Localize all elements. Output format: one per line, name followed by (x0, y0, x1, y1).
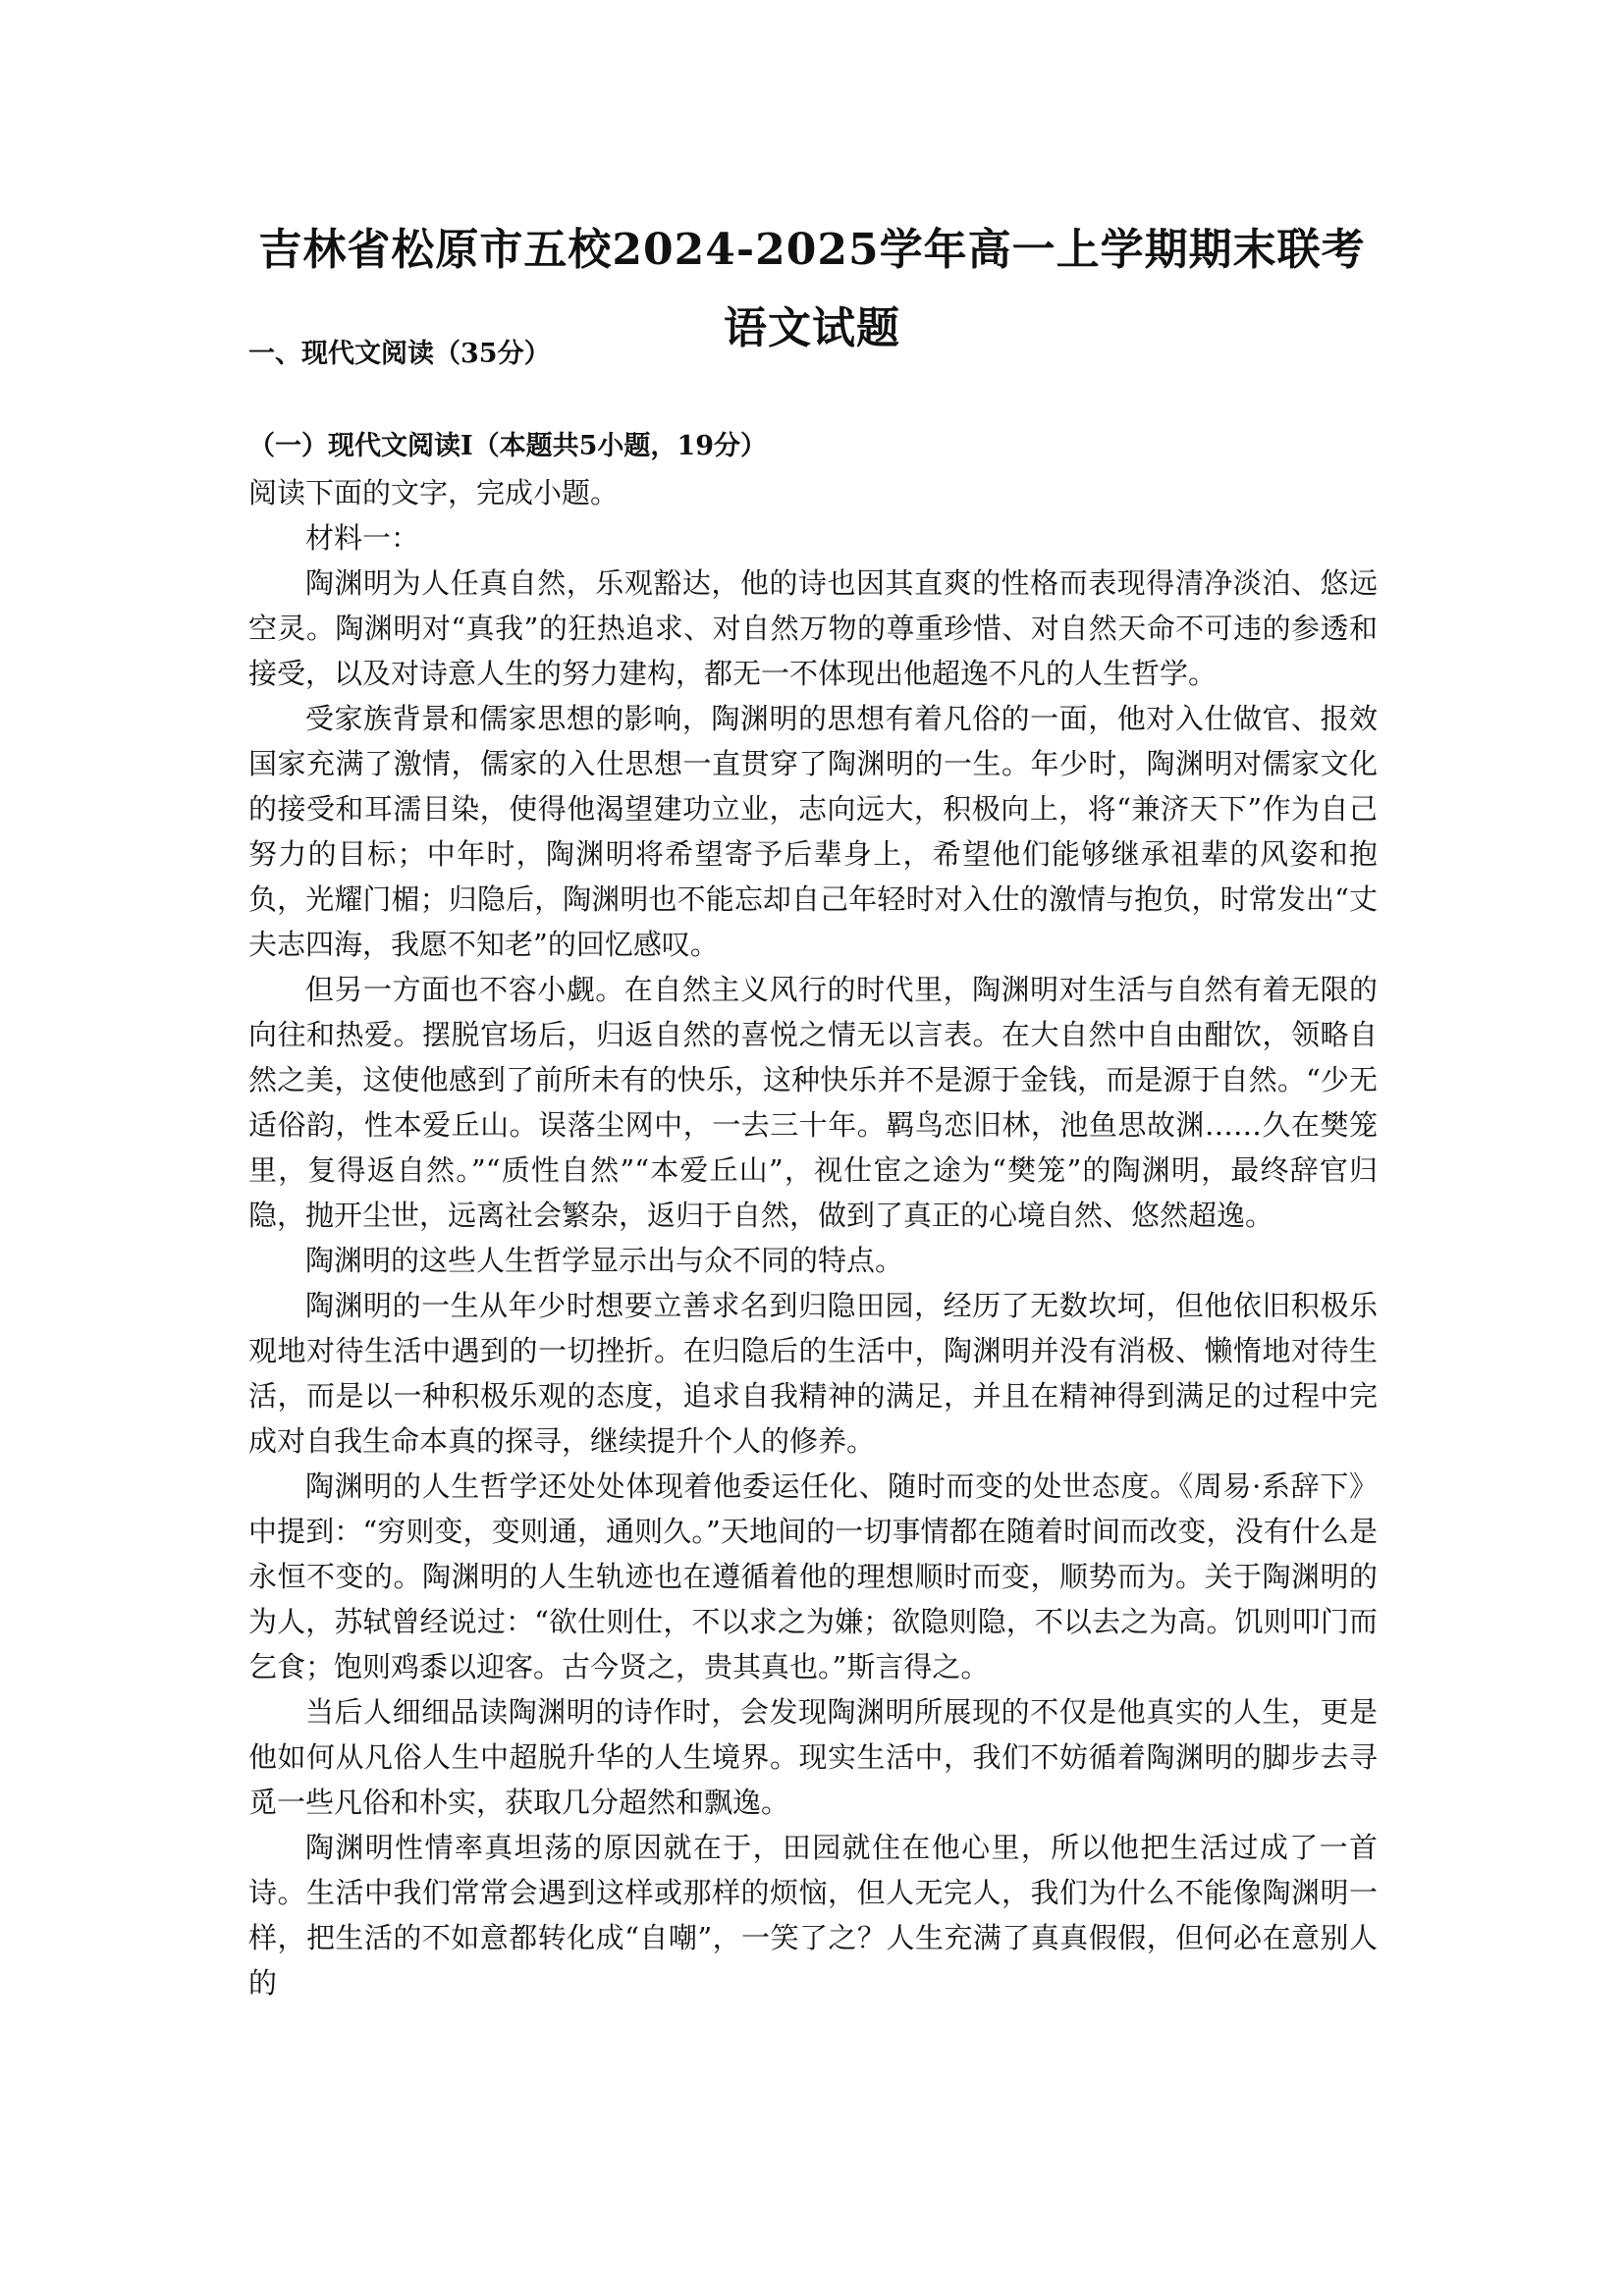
material-label: 材料一： (305, 521, 420, 555)
reading-passage (248, 470, 1378, 2005)
passage-paragraph: 陶渊明为人任真自然，乐观豁达，他的诗也因其直爽的性格而表现得清净淡泊、悠远空灵。陶渊明对“真我”的狂热追求、对自然万物的尊重珍惜、对自然天命不可违的参透和接受，以及对诗意人生的努力建构，都无一不体现出他超逸不凡的人生哲学。 (248, 566, 1378, 690)
instruction-text: 阅读下面的文字，完成小题。 (248, 476, 620, 509)
passage-paragraph: 受家族背景和儒家思想的影响，陶渊明的思想有着凡俗的一面，他对入仕做官、报效国家充满了激情，儒家的入仕思想一直贯穿了陶渊明的一生。年少时，陶渊明对儒家文化的接受和耳濡目染，使得他渴望建功立业，志向远大，积极向上，将“兼济天下”作为自己努力的目标；中年时，陶渊明将希望寄予后辈身上，希望他们能够继承祖辈的风姿和抱负，光耀门楣；归隐后，陶渊明也不能忘却自己年轻时对入仕的激情与抱负，时常发出“丈夫志四海，我愿不知老”的回忆感叹。 (248, 702, 1378, 961)
exam-title: 吉林省松原市五校2024-2025学年高一上学期期末联考 (258, 225, 1366, 275)
subsection-heading: （一）现代文阅读Ⅰ（本题共5小题，19分） (248, 431, 767, 461)
section-heading: 一、现代文阅读（35分） (248, 339, 551, 369)
passage-paragraph: 当后人细细品读陶渊明的诗作时，会发现陶渊明所展现的不仅是他真实的人生，更是他如何从凡俗人生中超脱升华的人生境界。现实生活中，我们不妨循着陶渊明的脚步去寻觅一些凡俗和朴实，获取几分超然和飘逸。 (248, 1695, 1378, 1819)
passage-paragraph: 陶渊明的这些人生哲学显示出与众不同的特点。 (305, 1244, 904, 1277)
passage-paragraph: 但另一方面也不容小觑。在自然主义风行的时代里，陶渊明对生活与自然有着无限的向往和热爱。摆脱官场后，归返自然的喜悦之情无以言表。在大自然中自由酣饮，领略自然之美，这使他感到了前所未有的快乐，这种快乐并不是源于金钱，而是源于自然。“少无适俗韵，性本爱丘山。误落尘网中，一去三十年。羁鸟恋旧林，池鱼思故渊……久在樊笼里，复得返自然。”“质性自然”“本爱丘山”，视仕宦之途为“樊笼”的陶渊明，最终辞官归隐，抛开尘世，远离社会繁杂，返归于自然，做到了真正的心境自然、悠然超逸。 (248, 973, 1378, 1232)
passage-paragraph: 陶渊明性情率真坦荡的原因就在于，田园就住在他心里，所以他把生活过成了一首诗。生活中我们常常会遇到这样或那样的烦恼，但人无完人，我们为什么不能像陶渊明一样，把生活的不如意都转化成“自嘲”，一笑了之？人生充满了真真假假，但何必在意别人的 (248, 1831, 1378, 2000)
passage-paragraph: 陶渊明的人生哲学还处处体现着他委运任化、随时而变的处世态度。《周易·系辞下》中提到：“穷则变，变则通，通则久。”天地间的一切事情都在随着时间而改变，没有什么是永恒不变的。陶渊明的人生轨迹也在遵循着他的理想顺时而变，顺势而为。关于陶渊明的为人，苏轼曾经说过：“欲仕则仕，不以求之为嫌；欲隐则隐，不以去之为高。饥则叩门而乞食；饱则鸡黍以迎客。古今贤之，贵其真也。”斯言得之。 (248, 1469, 1378, 1683)
passage-paragraph: 陶渊明的一生从年少时想要立善求名到归隐田园，经历了无数坎坷，但他依旧积极乐观地对待生活中遇到的一切挫折。在归隐后的生活中，陶渊明并没有消极、懒惰地对待生活，而是以一种积极乐观的态度，追求自我精神的满足，并且在精神得到满足的过程中完成对自我生命本真的探寻，继续提升个人的修养。 (248, 1289, 1378, 1458)
exam-subject-title: 语文试题 (724, 303, 900, 353)
